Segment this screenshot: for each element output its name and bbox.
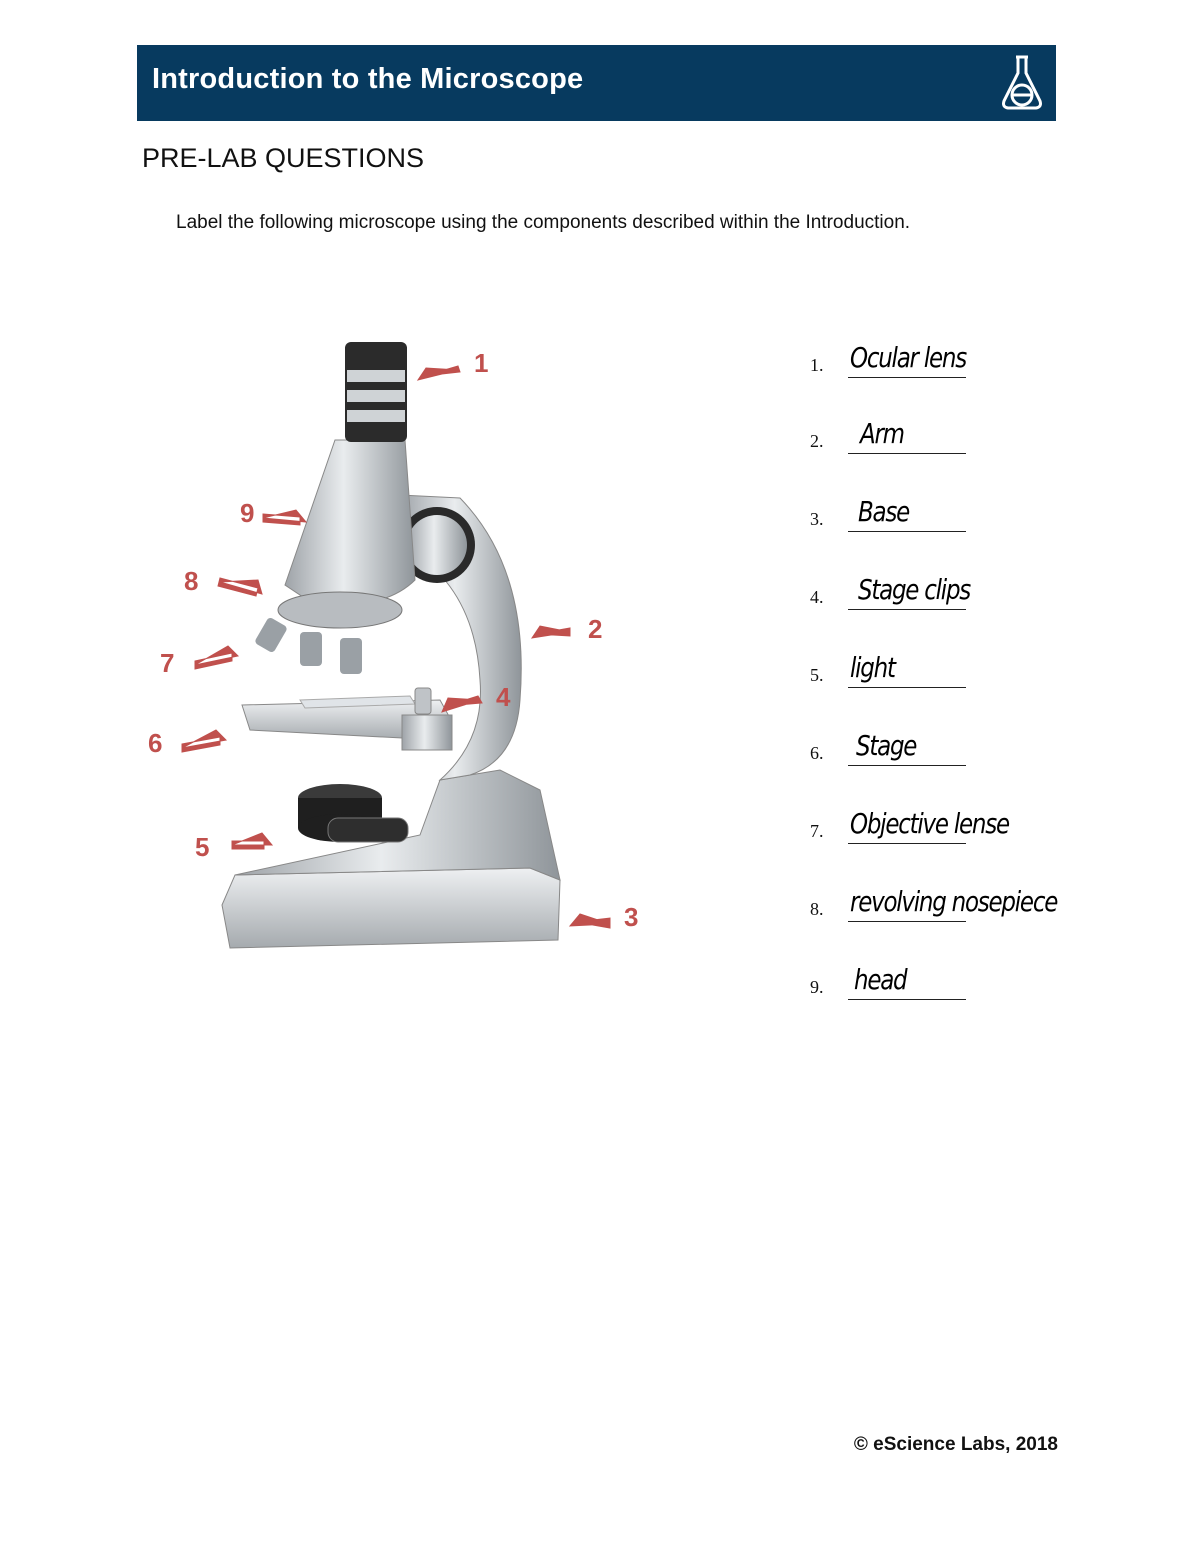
answer-row-9 (808, 960, 1188, 1000)
answer-line (848, 377, 966, 378)
header-bar (137, 45, 1056, 121)
answer-number: 8. (810, 899, 824, 919)
answer-row-7 (808, 804, 1188, 844)
microscope-base (222, 868, 560, 948)
section-title: PRE-LAB QUESTIONS (142, 143, 425, 173)
answer-line (848, 921, 966, 922)
answer-row-4 (808, 570, 1188, 610)
callout-7: 7 (160, 648, 175, 678)
answer-text[interactable]: light (850, 651, 895, 684)
instructions-text: Label the following microscope using the components described within the Introduction. (176, 212, 911, 233)
answer-number: 2. (810, 431, 824, 451)
answer-number: 4. (810, 587, 824, 607)
objective-lens (254, 617, 288, 654)
answer-text[interactable]: Base (858, 495, 909, 528)
callout-3: 3 (624, 902, 639, 932)
callout-5: 5 (195, 832, 210, 862)
callout-2: 2 (588, 614, 603, 644)
revolving-nosepiece (278, 592, 402, 628)
answer-text[interactable]: Stage clips (858, 573, 971, 606)
answer-text[interactable]: Objective lense (850, 807, 1009, 840)
answer-text[interactable]: Ocular lens (850, 341, 966, 374)
answer-number: 6. (810, 743, 824, 763)
answer-line (848, 999, 966, 1000)
answer-number: 9. (810, 977, 824, 997)
stage-clips (415, 688, 431, 714)
microscope-head (285, 440, 415, 606)
callout-4: 4 (496, 682, 511, 712)
callout-8: 8 (184, 566, 199, 596)
answer-number: 5. (810, 665, 824, 685)
answer-line (848, 687, 966, 688)
callout-6: 6 (148, 728, 163, 758)
answer-line (848, 453, 966, 454)
flask-logo-icon (996, 53, 1048, 113)
answer-row-1 (808, 338, 1188, 378)
document-title: Introduction to the Microscope (152, 63, 584, 95)
answer-line (848, 843, 966, 844)
callout-9: 9 (240, 498, 255, 528)
answer-line (848, 765, 966, 766)
answer-text[interactable]: Arm (860, 417, 904, 450)
answer-text[interactable]: head (854, 963, 907, 996)
answer-text[interactable]: Stage (856, 729, 917, 762)
callout-1: 1 (474, 348, 489, 378)
answer-number: 1. (810, 355, 824, 375)
answer-number: 3. (810, 509, 824, 529)
answer-number: 7. (810, 821, 824, 841)
answer-row-2 (808, 414, 1188, 454)
answer-row-5 (808, 648, 1188, 688)
answer-line (848, 531, 966, 532)
answer-row-6 (808, 726, 1188, 766)
answer-text[interactable]: revolving nosepiece (850, 885, 1058, 918)
copyright-footer: © eScience Labs, 2018 (853, 1434, 1058, 1455)
answer-row-8 (808, 882, 1188, 922)
answer-line (848, 609, 966, 610)
answer-row-3 (808, 492, 1188, 532)
microscope-figure (140, 320, 660, 980)
answer-list (808, 320, 1188, 1000)
